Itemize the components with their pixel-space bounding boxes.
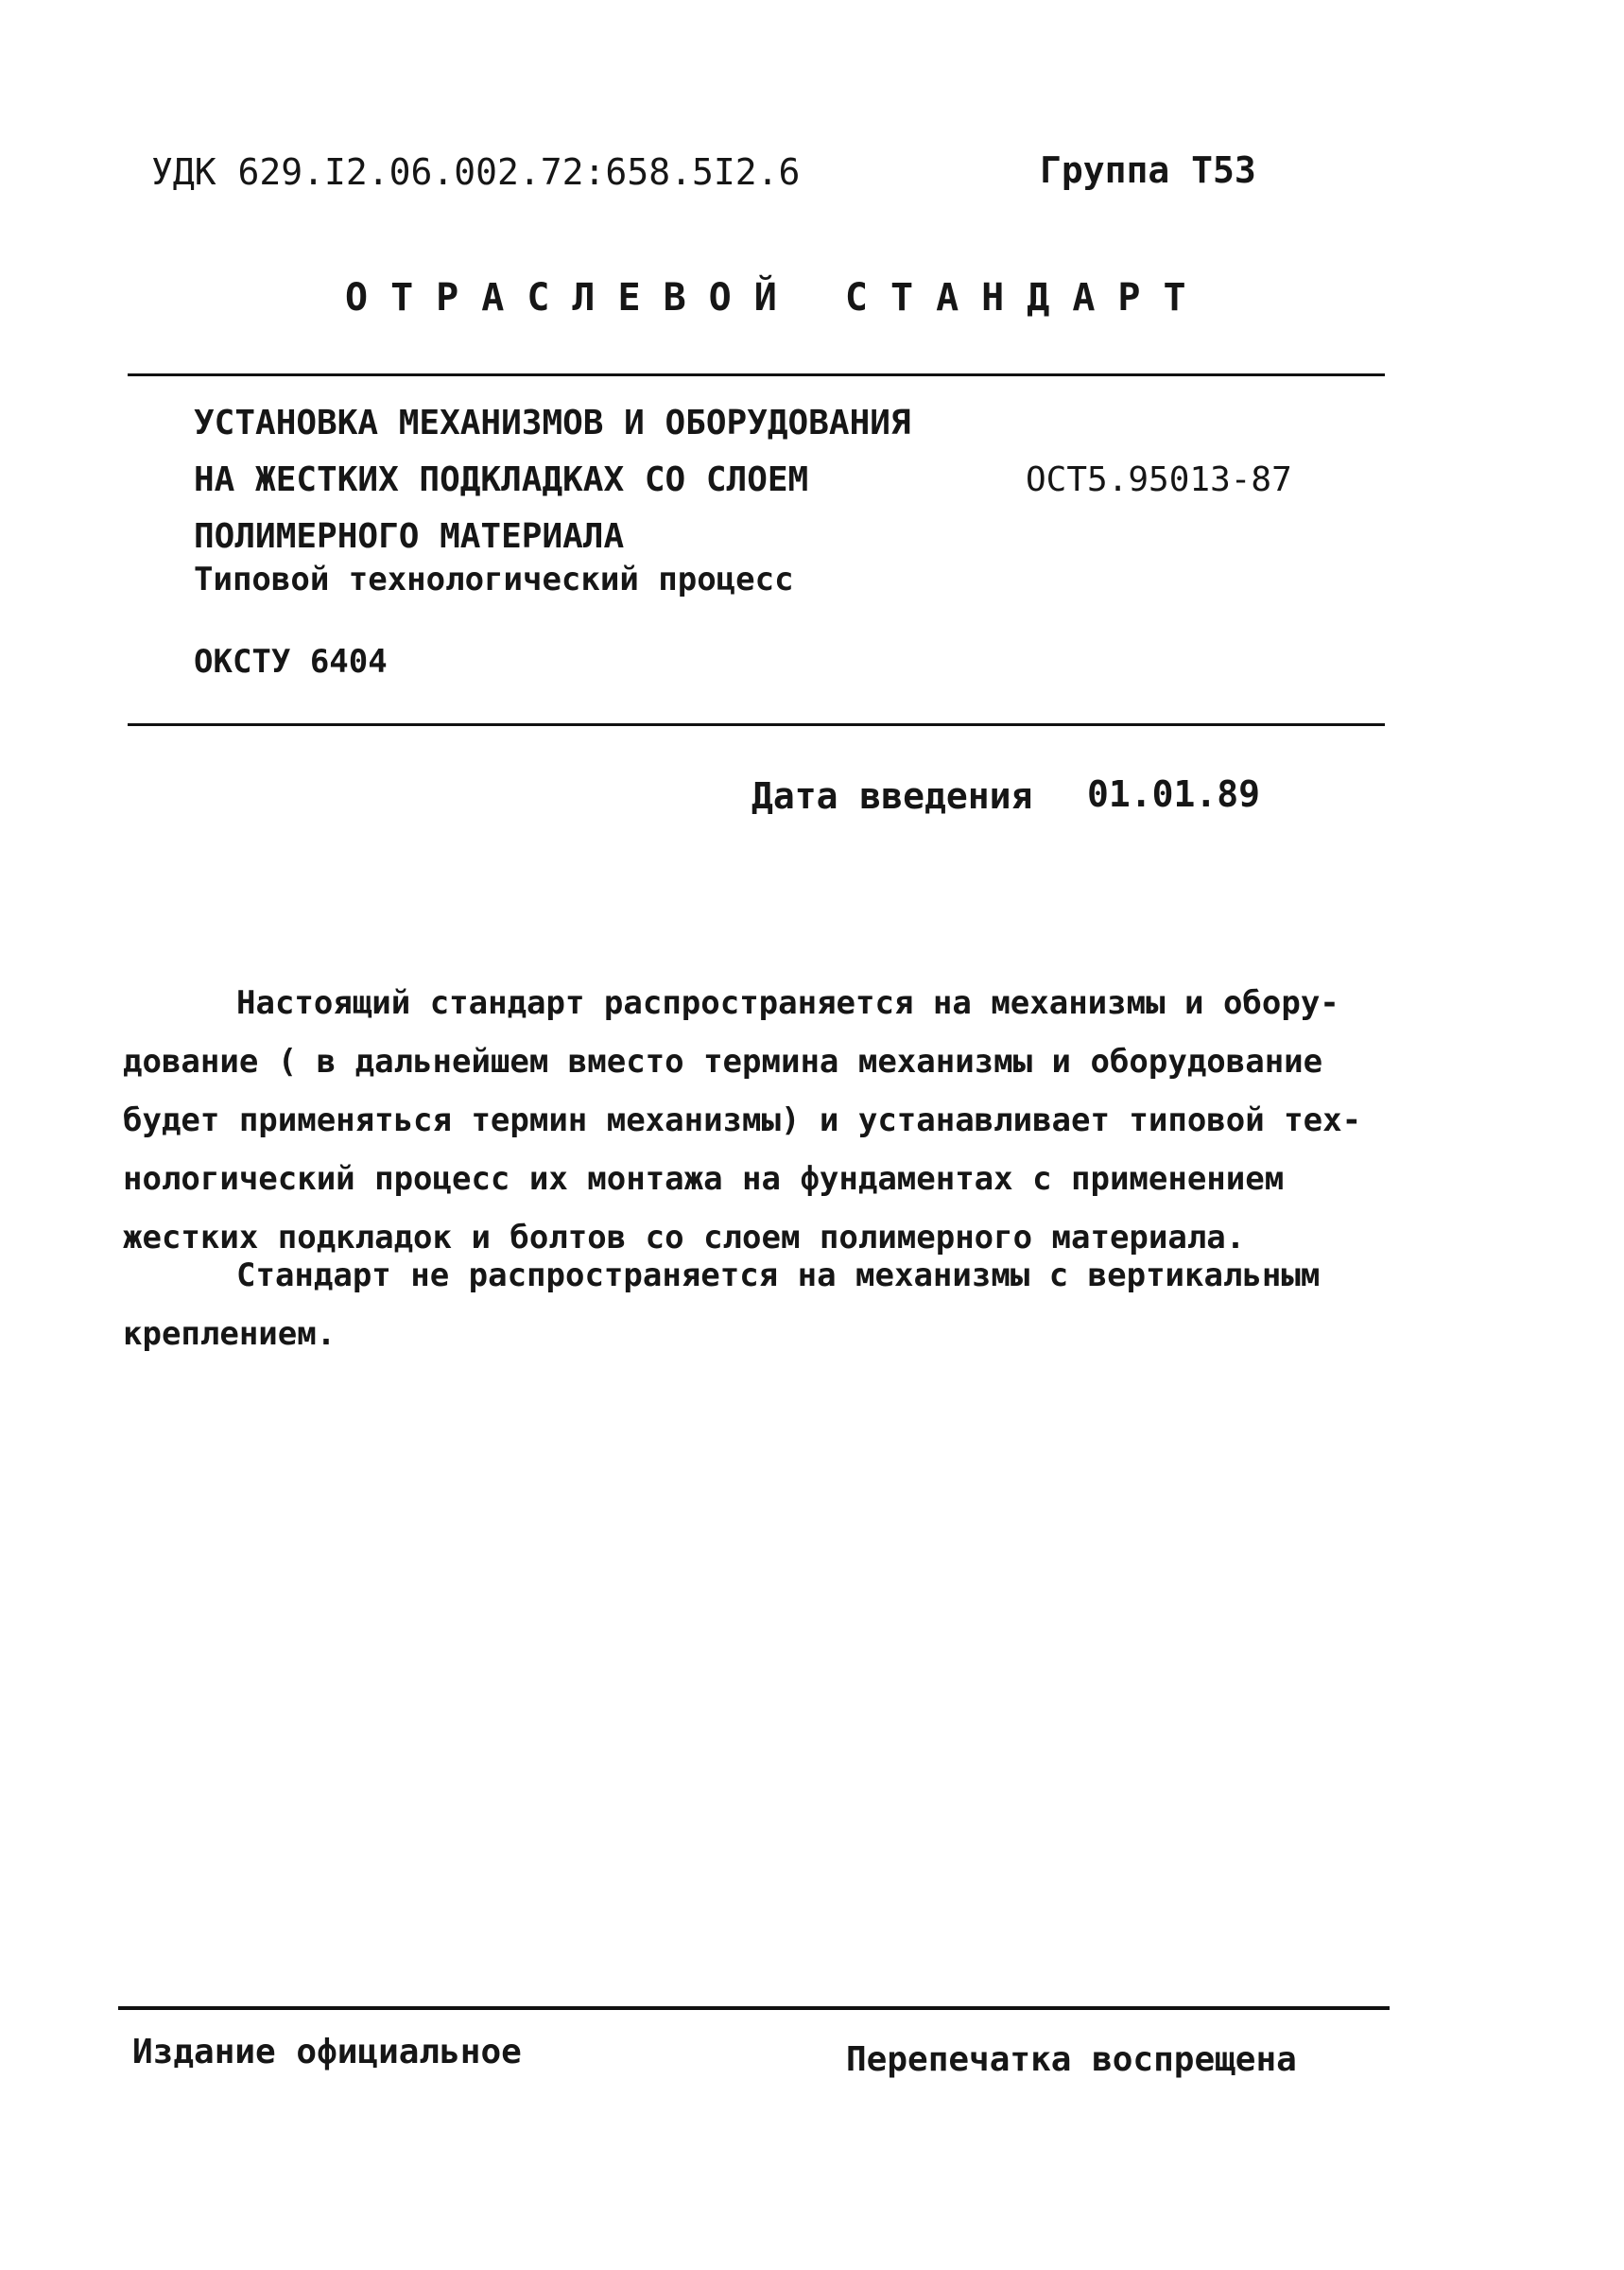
- paragraph-line: дование ( в дальнейшем вместо термина механизмы и оборудование: [123, 1043, 1323, 1081]
- udk-code: УДК 629.I2.06.002.72:658.5I2.6: [151, 151, 801, 193]
- reprint-note: Перепечатка воспрещена: [846, 2040, 1297, 2079]
- intro-date-value: 01.01.89: [1087, 773, 1261, 815]
- standard-name-line: ПОЛИМЕРНОГО МАТЕРИАЛА: [194, 517, 625, 556]
- intro-date-label: Дата введения: [752, 775, 1033, 817]
- top-divider: [128, 373, 1385, 376]
- document-title: ОТРАСЛЕВОЙ СТАНДАРТ: [345, 276, 1209, 320]
- paragraph-line: Стандарт не распространяется на механизмы с вертикальным: [236, 1256, 1321, 1294]
- standard-name-line: УСТАНОВКА МЕХАНИЗМОВ И ОБОРУДОВАНИЯ: [194, 404, 911, 442]
- okstu-code: ОКСТУ 6404: [194, 643, 388, 681]
- footer-divider: [118, 2006, 1390, 2010]
- paragraph-line: нологический процесс их монтажа на фундаментах с применением: [123, 1160, 1285, 1198]
- group-label: Группа Т53: [1040, 149, 1256, 191]
- paragraph-line: будет применяться термин механизмы) и устанавливает типовой тех-: [123, 1101, 1362, 1139]
- paragraph-line: Настоящий стандарт распространяется на механизмы и обору-: [236, 984, 1339, 1022]
- standard-name: [194, 395, 911, 565]
- paragraph-line: креплением.: [123, 1315, 337, 1353]
- standard-subtitle: Типовой технологический процесс: [194, 561, 794, 598]
- paragraph: [123, 1246, 1352, 1363]
- standard-code: ОСТ5.95013-87: [1026, 460, 1292, 499]
- paragraph: [123, 974, 1362, 1267]
- paragraph-line: жестких подкладок и болтов со слоем полимерного материала.: [123, 1219, 1246, 1256]
- bottom-divider: [128, 723, 1385, 726]
- edition-note: Издание официальное: [132, 2033, 522, 2071]
- standard-name-line: НА ЖЕСТКИХ ПОДКЛАДКАХ СО СЛОЕМ: [194, 460, 809, 499]
